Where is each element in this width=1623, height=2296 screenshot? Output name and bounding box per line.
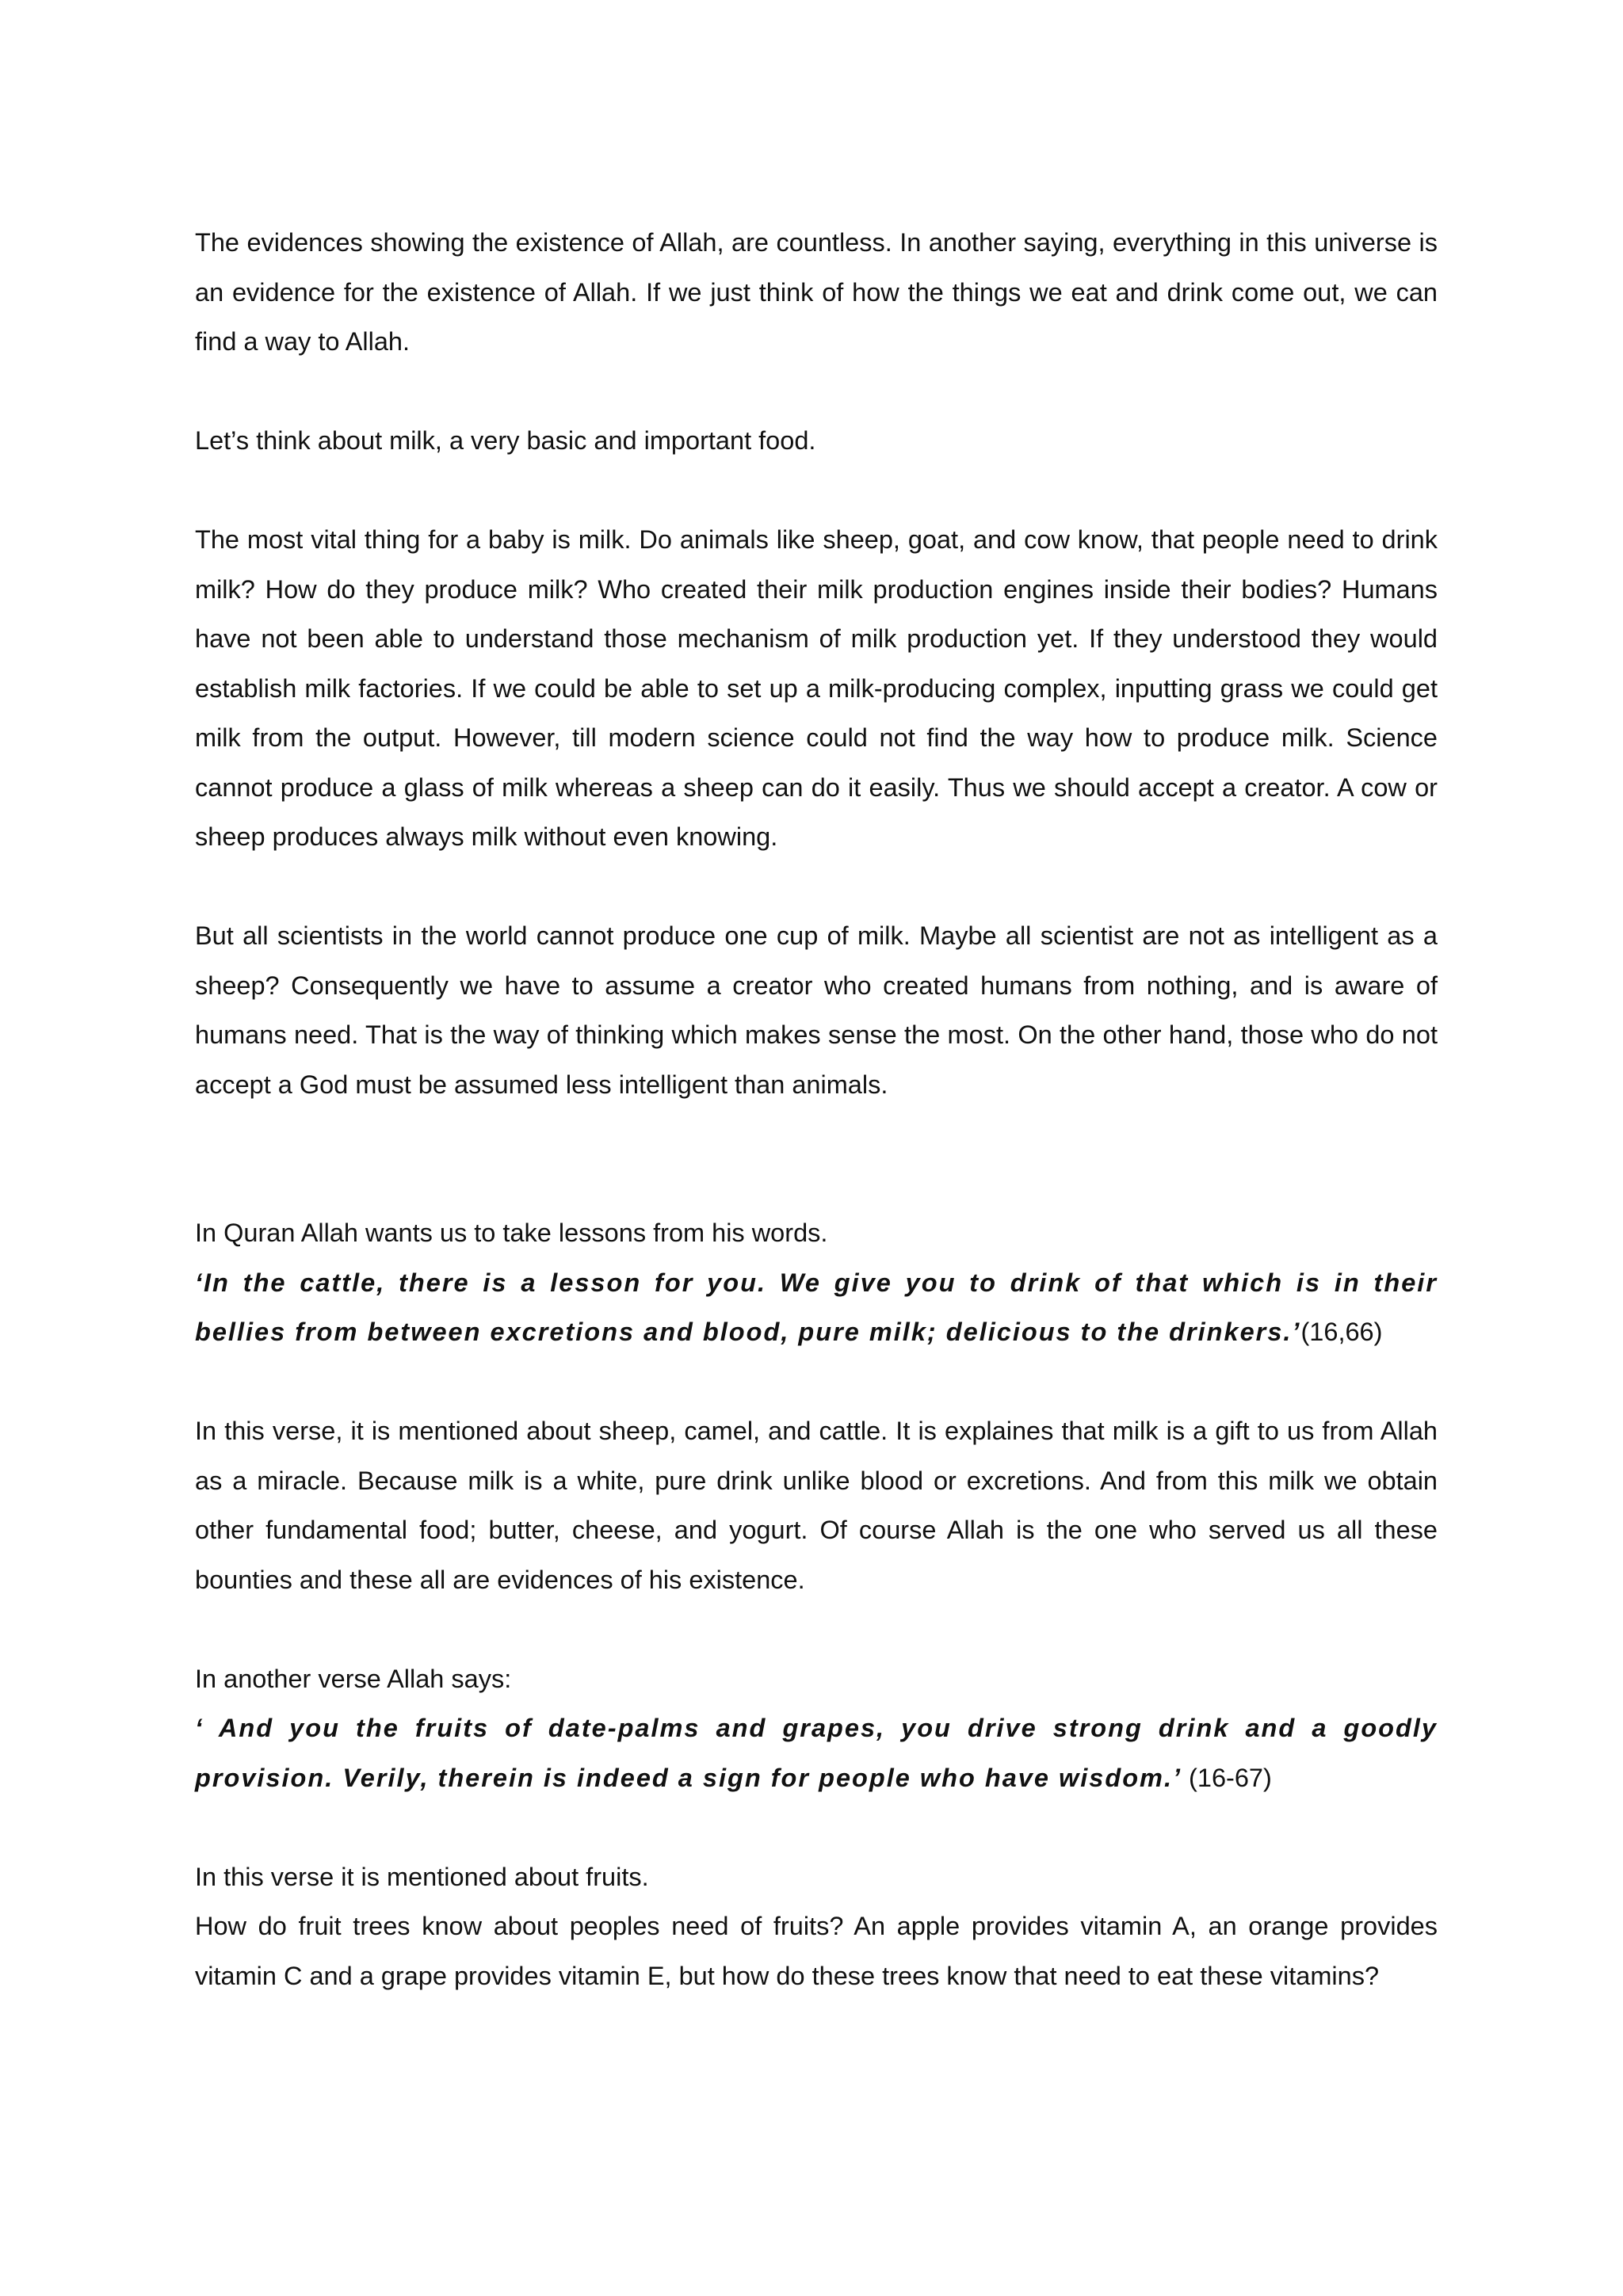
paragraph-fruits-intro: In this verse it is mentioned about fruits. — [195, 1862, 649, 1891]
document-page — [195, 218, 1438, 2050]
paragraph-another-verse-intro: In another verse Allah says: — [195, 1664, 512, 1693]
paragraph-milk-production: The most vital thing for a baby is milk. Do animals like sheep, goat, and cow know, that people need to drink milk? How do they produce milk? Who created their milk production engines inside their bodies? Humans have not been able to understand those mechanism of milk production yet. If they understood they would establish milk factories. If we could be able to set up a milk-producing complex, inputting grass we could get milk from the output. However, till modern science could not find the way how to produce milk. Science cannot produce a glass of milk whereas a sheep can do it easily. Thus we should accept a creator. A cow or sheep produces always milk without even knowing. — [195, 525, 1438, 851]
paragraph-scientists: But all scientists in the world cannot produce one cup of milk. Maybe all scientist are not as intelligent as a sheep? Consequently we have to assume a creator who created humans from nothing, and is aware of humans need. That is the way of thinking which makes sense the most. On the other hand, those who do not accept a God must be assumed less intelligent than animals. — [195, 921, 1438, 1099]
verse-cattle-reference: (16,66) — [1300, 1318, 1383, 1346]
verse-cattle — [195, 1258, 1438, 1357]
paragraph-evidences: The evidences showing the existence of Allah, are countless. In another saying, everything in this universe is an evidence for the existence of Allah. If we just think of how the things we eat and drink come out, we can find a way to Allah. — [195, 228, 1438, 356]
paragraph-quran-intro: In Quran Allah wants us to take lessons from his words. — [195, 1219, 828, 1247]
verse-fruits-text: ‘ And you the fruits of date-palms and grapes, you drive strong drink and a goodly provision. Verily, therein is indeed a sign for people who have wisdom.’ — [195, 1714, 1438, 1792]
paragraph-fruit-vitamins: How do fruit trees know about peoples need of fruits? An apple provides vitamin A, an orange provides vitamin C and a grape provides vitamin E, but how do these trees know that need to eat these vitamins? — [195, 1912, 1438, 1990]
paragraph-milk-intro: Let’s think about milk, a very basic and important food. — [195, 426, 816, 455]
verse-cattle-text: ‘In the cattle, there is a lesson for you. We give you to drink of that which is in their bellies from between excretions and blood, pure milk; delicious to the drinkers.’ — [195, 1268, 1438, 1346]
verse-fruits — [195, 1703, 1438, 1802]
paragraph-verse-explanation: In this verse, it is mentioned about sheep, camel, and cattle. It is explaines that milk is a gift to us from Allah as a miracle. Because milk is a white, pure drink unlike blood or excretions. And from this milk we obtain other fundamental food; butter, cheese, and yogurt. Of course Allah is the one who served us all these bounties and these all are evidences of his existence. — [195, 1417, 1438, 1594]
verse-fruits-reference: (16-67) — [1182, 1763, 1272, 1792]
